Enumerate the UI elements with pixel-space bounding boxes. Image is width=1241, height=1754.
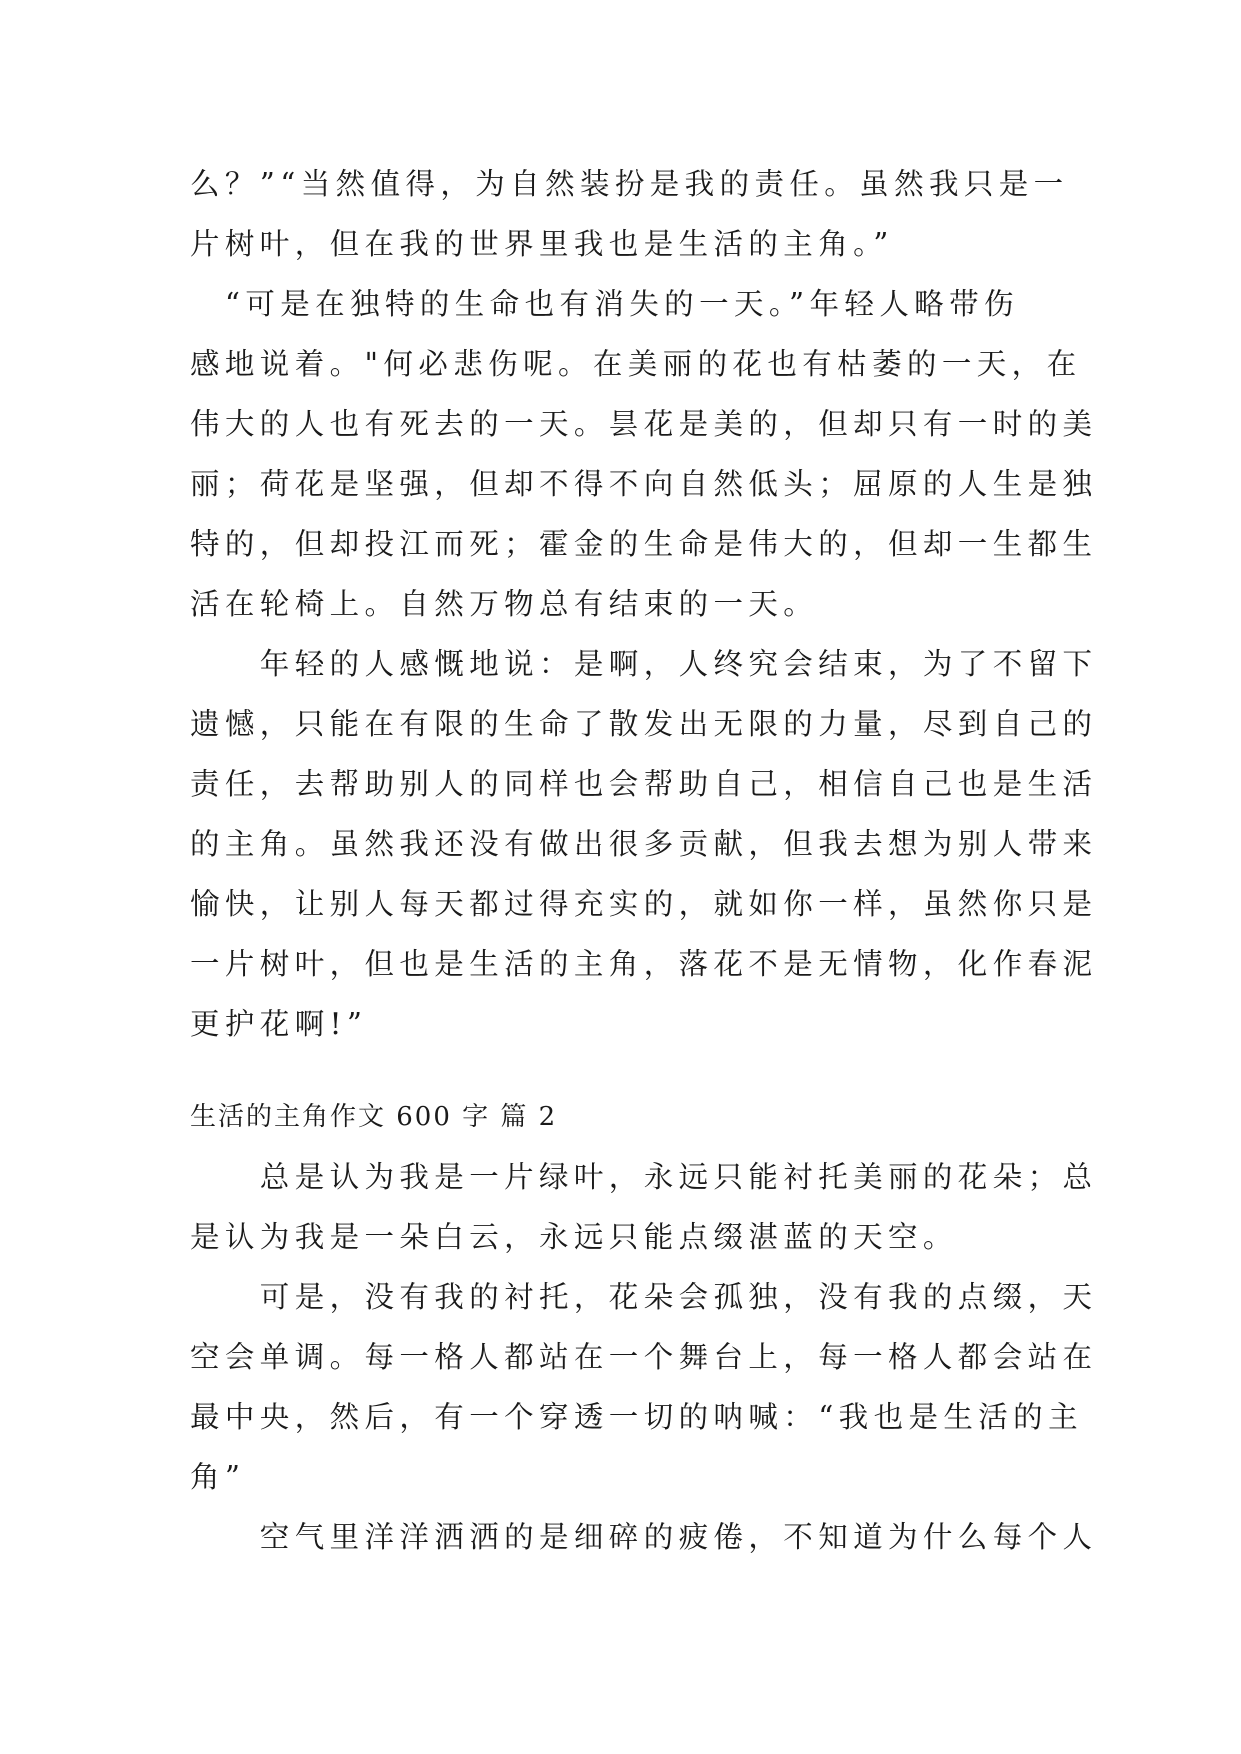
section-2-line: 最中央，然后，有一个穿透一切的呐喊：“我也是生活的主 xyxy=(190,1400,1083,1434)
section-1-line: “可是在独特的生命也有消失的一天。”年轻人略带伤 xyxy=(190,287,1019,321)
section-2-line: 空会单调。每一格人都站在一个舞台上，每一格人都会站在 xyxy=(190,1340,1098,1374)
section-1-line: 遗憾，只能在有限的生命了散发出无限的力量，尽到自己的 xyxy=(190,707,1098,741)
section-1-line: 一片树叶，但也是生活的主角，落花不是无情物，化作春泥 xyxy=(190,947,1098,981)
section-1-line: 么？”“当然值得，为自然装扮是我的责任。虽然我只是一 xyxy=(190,167,1069,201)
section-1-body xyxy=(190,154,1098,1054)
section-1-line: 丽；荷花是坚强，但却不得不向自然低头；屈原的人生是独 xyxy=(190,467,1098,501)
section-1-line: 片树叶，但在我的世界里我也是生活的主角。” xyxy=(190,227,894,261)
section-1-line: 伟大的人也有死去的一天。昙花是美的，但却只有一时的美 xyxy=(190,407,1098,441)
section-1-line: 愉快，让别人每天都过得充实的，就如你一样，虽然你只是 xyxy=(190,887,1098,921)
section-2-line: 空气里洋洋洒洒的是细碎的疲倦，不知道为什么每个人 xyxy=(190,1520,1098,1554)
section-2 xyxy=(190,1087,1098,1567)
section-1-line: 活在轮椅上。自然万物总有结束的一天。 xyxy=(190,587,819,621)
section-1-line: 年轻的人感慨地说：是啊，人终究会结束，为了不留下 xyxy=(190,647,1098,681)
section-2-line: 可是，没有我的衬托，花朵会孤独，没有我的点缀，天 xyxy=(190,1280,1098,1314)
section-1-line: 特的，但却投江而死；霍金的生命是伟大的，但却一生都生 xyxy=(190,527,1098,561)
section-1-line: 的主角。虽然我还没有做出很多贡献，但我去想为别人带来 xyxy=(190,827,1098,861)
section-1-line: 感地说着。"何必悲伤呢。在美丽的花也有枯萎的一天，在 xyxy=(190,347,1082,381)
section-2-line: 是认为我是一朵白云，永远只能点缀湛蓝的天空。 xyxy=(190,1220,958,1254)
section-2-line: 总是认为我是一片绿叶，永远只能衬托美丽的花朵；总 xyxy=(190,1160,1098,1194)
section-1-line: 更护花啊!” xyxy=(190,1007,368,1041)
section-1-line: 责任，去帮助别人的同样也会帮助自己，相信自己也是生活 xyxy=(190,767,1098,801)
section-2-line: 角” xyxy=(190,1460,246,1494)
section-heading: 生活的主角作文 600 字 篇 2 xyxy=(190,1102,558,1132)
